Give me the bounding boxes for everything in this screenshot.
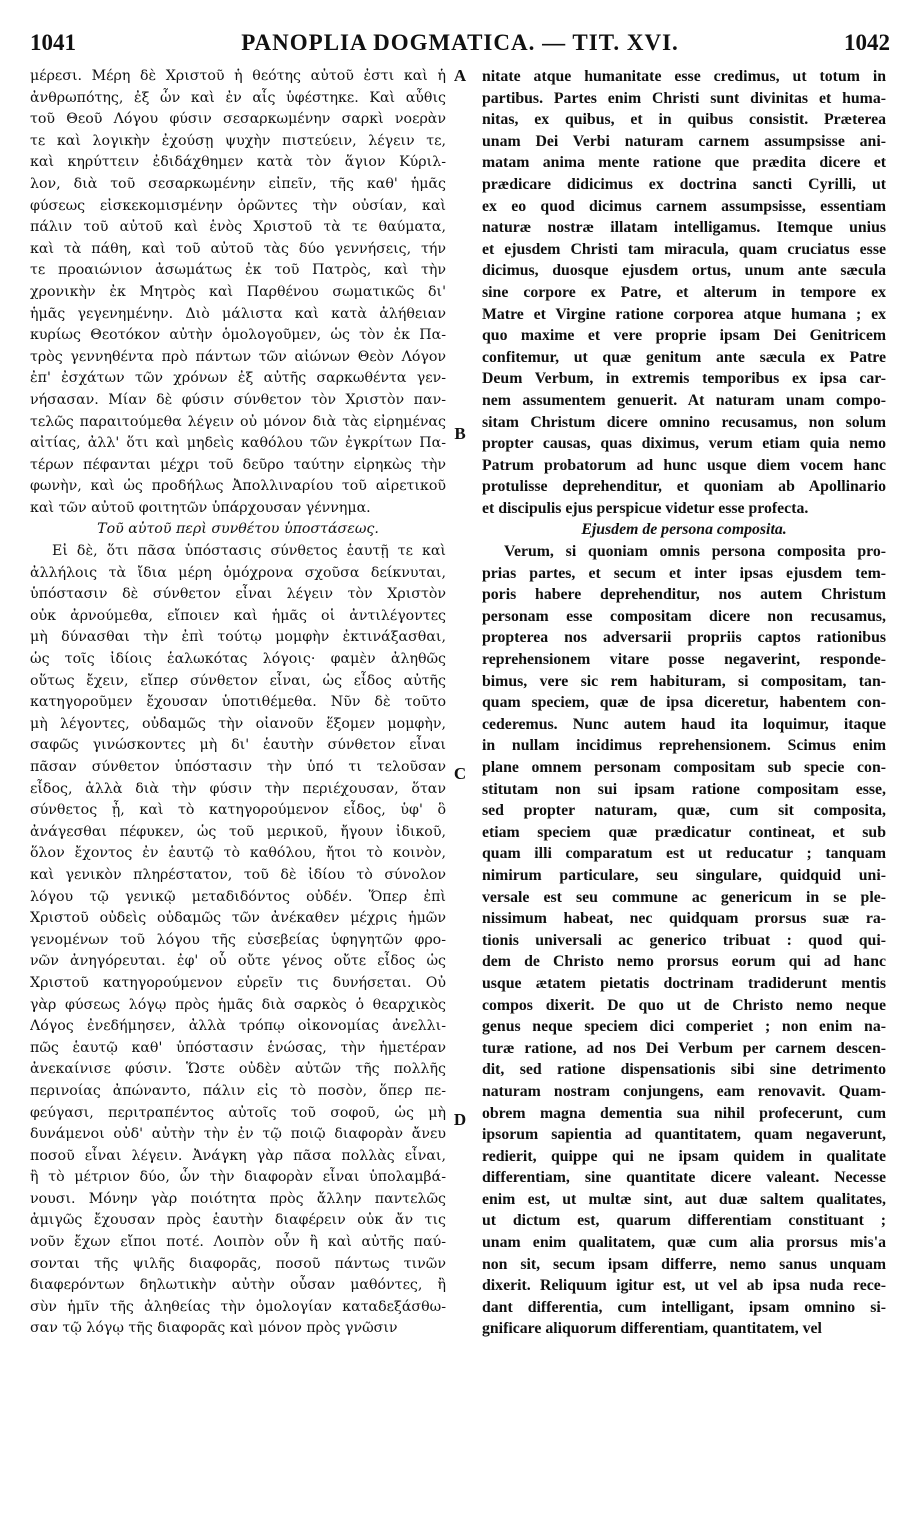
- greek-section-heading: Τοῦ αὐτοῦ περὶ συνθέτου ὑποστάσεως.: [97, 521, 379, 538]
- greek-text-line: σύνθετος ᾖ, καὶ τὸ κατηγορούμενον εἶδος, ὑφ' ὃ: [30, 802, 446, 819]
- greek-text-line: νοῦν ἔχων εἴποι ποτέ. Λοιπὸν οὖν ἢ καὶ αὐτῆς παύ-: [30, 1234, 446, 1251]
- greek-text-line: Εἰ δὲ, ὅτι πᾶσα ὑπόστασις σύνθετος ἑαυτῇ τε καὶ: [52, 543, 446, 560]
- latin-text-line: obrem magna dementia sua nihil profecerunt, cum: [482, 1104, 886, 1122]
- greek-text-line: ὅλον ἔχοντος ἐν ἑαυτῷ τὸ καθόλου, ἤτοι τὸ κοινὸν,: [30, 845, 446, 862]
- latin-text-line: partibus. Partes enim Christi sunt divinitas et huma-: [482, 89, 886, 107]
- greek-text-line: Χριστοῦ κατηγορούμενον εὑρεῖν τις δυνήσεται. Οὐ: [30, 974, 446, 991]
- latin-text-line: naturæ nostræ illatam intelligamus. Itemque unius: [482, 219, 886, 237]
- greek-text-line: καὶ κηρύττειν ἐδιδάχθημεν κατὰ τὸν ἅγιον Κύριλ-: [30, 154, 446, 171]
- greek-text-line: φύσεως εἰσκεκομισμένην ὁρῶντες τὴν οὐσίαν, καὶ: [30, 197, 446, 214]
- greek-text-line: ἀμιγῶς ἔχουσαν πρὸς ἑαυτὴν διαφέρειν οὐκ ἄν τις: [30, 1212, 446, 1229]
- running-title: PANOPLIA DOGMATICA. — TIT. XVI.: [241, 30, 679, 55]
- greek-text-line: κατηγοροῦμεν ἔχουσαν ὑποτιθέμεθα. Νῦν δὲ τοῦτο: [30, 694, 446, 711]
- latin-text-line: nitas, ex quibus, et in quibus consistit. Præterea: [482, 111, 886, 129]
- greek-column: [30, 66, 446, 1340]
- latin-text-line: reprehensionem vitare posse negaverint, responde-: [482, 651, 886, 669]
- latin-text-line: nimirum particulare, seu singulare, quidquid uni-: [482, 866, 886, 884]
- greek-text-line: σονται τῆς ψιλῆς διαφορᾶς, ποσοῦ πάντως τινῶν: [30, 1255, 446, 1272]
- latin-text-line: matam anima mente ratione que prædita dicere et: [482, 154, 886, 172]
- greek-text-line: Χριστοῦ οὐδεὶς οὐδαμῶς τῶν ἀνέκαθεν μέχρις ἡμῶν: [30, 910, 446, 927]
- greek-text-line: σαφῶς γινώσκοντες μὴ δι' ἑαυτὴν σύνθετον εἶναι: [30, 737, 446, 754]
- greek-text-line: ἀνεκαίνισε φύσιν. Ὥστε οὐδὲν αὐτῶν τῆς πολλῆς: [30, 1061, 446, 1078]
- latin-text-line: prædicare didicimus ex doctrina sancti Cyrilli, ut: [482, 175, 886, 193]
- latin-text-line: ipsorum sapientia ad quantitatem, quam negaverunt,: [482, 1126, 886, 1144]
- greek-text-line: πάλιν τοῦ αὐτοῦ καὶ ἑνὸς Χριστοῦ τὰ τε θαύματα,: [30, 219, 446, 236]
- greek-text-line: χρονικὴν ἐκ Μητρὸς καὶ Παρθένου σωματικῶς δι': [30, 283, 446, 300]
- latin-text-line: quam illi comparatum est ut reducatur ; tanquam: [482, 845, 886, 863]
- latin-text-line: confitemur, ut quæ genitum ante sæcula ex Patre: [482, 348, 886, 366]
- greek-text-line: ἀλλήλοις τὰ ἴδια μέρη ὁμόχρονα σχοῦσα δείκνυται,: [30, 564, 446, 581]
- greek-text-line: τε προαιώνιον ἀσωμάτως ἐκ τοῦ Πατρὸς, καὶ τὴν: [30, 262, 446, 279]
- greek-text-line: ποσοῦ εἶναι λέγειν. Ἀνάγκη γὰρ πᾶσα πολλὰς εἶναι,: [30, 1147, 446, 1164]
- latin-text-line: sitam Christum dicere omnino recusamus, non solum: [482, 413, 886, 431]
- greek-text-line: λόγου τῷ γενικῷ μεταδιδόντος οὐδέν. Ὅπερ ἐπὶ: [30, 888, 446, 905]
- greek-text-line: οὐκ ἀρνούμεθα, εἴποιεν καὶ ἡμᾶς οἱ ἀντιλέγοντες: [30, 607, 446, 624]
- greek-text-line: νήσασαν. Μίαν δὲ φύσιν σύνθετον τὸν Χριστὸν παν-: [30, 391, 446, 408]
- greek-text-line: φεύγασι, περιτραπέντος αὐτοῖς τοῦ σοφοῦ, ὡς μὴ: [30, 1104, 446, 1121]
- latin-text-line: ut dictum est, quarum differentiam constituant ;: [482, 1212, 886, 1230]
- latin-text-line: poris habere deprehenditur, nos autem Christum: [482, 586, 886, 604]
- greek-text-line: νουσι. Μόνην γὰρ ποιότητα πρὸς ἄλλην παντελῶς: [30, 1190, 446, 1207]
- latin-text-line: naturam nostram conjungens, eam renovavit. Quam-: [482, 1082, 886, 1100]
- latin-text-line: unam enim qualitatem, quæ cum alia prorsus mis'a: [482, 1234, 886, 1252]
- greek-text-line: λον, διὰ τοῦ σεσαρκωμένην εἰπεῖν, τῆς καθ' ἡμᾶς: [30, 175, 446, 192]
- greek-text-line: καὶ τῶν αὐτοῦ φοιτητῶν ὑπάρχουσαν γέννημα.: [30, 499, 371, 516]
- section-marker-d: D: [453, 1110, 467, 1129]
- greek-text-line: δυνάμενοι οὐδ' αὐτὴν τὴν ἐν τῷ ποιῷ διαφορὰν ἄνευ: [30, 1126, 446, 1143]
- greek-text-line: κυρίως Θεοτόκον αὐτὴν ὁμολογοῦμεν, ὡς τὸν ἐκ Πα-: [30, 327, 446, 344]
- greek-text-line: ἀνθρωπότης, ἐξ ὧν καὶ ἐν αἷς ὑφέστηκε. Καὶ αὖθις: [30, 89, 446, 106]
- latin-text-line: dit, sed ratione dispensationis sibi sine detrimento: [482, 1061, 886, 1079]
- latin-text-line: personam esse compositam dicere non recusamus,: [482, 607, 886, 625]
- greek-text-line: ἡμᾶς γεγενημένην. Διὸ μάλιστα καὶ κατὰ ἀλήθειαν: [30, 305, 446, 322]
- latin-text-line: genus neque speciem dici comperiet ; non enim na-: [482, 1018, 886, 1036]
- page-header: [30, 30, 890, 60]
- greek-text-line: νῶν ἀνηγόρευται. ἐφ' οὗ οὔτε γένος οὔτε εἶδος ὡς: [30, 953, 446, 970]
- greek-text-line: οὕτως ἔχειν, εἴπερ σύνθετον εἶναι, ὡς εἶδος αὐτῆς: [30, 672, 446, 689]
- latin-text-line: cederemus. Nunc autem haud ita loquimur, itaque: [482, 715, 886, 733]
- section-marker-a: A: [453, 66, 467, 85]
- greek-text-line: γενομένων τοῦ λόγου τῆς εὐσεβείας ὑφηγητῶν φρο-: [30, 931, 446, 948]
- greek-text-line: ἢ τὸ μέτριον δύο, ὧν τὴν διαφορὰν εἶναι ὑπολαμβά-: [30, 1169, 446, 1186]
- latin-text-line: protulisse deprehenditur, et quoniam ab Apollinario: [482, 478, 886, 496]
- latin-text-line: in nullam incidimus reprehensionem. Scimus enim: [482, 737, 886, 755]
- latin-text-line: differentiam, sine quantitate dicere valeant. Necesse: [482, 1169, 886, 1187]
- left-page-number: 1041: [30, 30, 76, 55]
- latin-text-line: et discipulis ejus perspicue videtur esse profecta.: [482, 499, 809, 517]
- greek-text-line: ὡς τοῖς ἰδίοις ἑαλωκότας λόγοις· φαμὲν ἀληθῶς: [30, 651, 446, 668]
- greek-text-line: μέρεσι. Μέρη δὲ Χριστοῦ ἡ θεότης αὐτοῦ ἐστι καὶ ἡ: [30, 68, 446, 84]
- greek-text-line: περινοίας ἀπώναντο, πάλιν εἰς τὸ ποσὸν, ὅπερ πε-: [30, 1082, 446, 1099]
- greek-text-line: διαφερόντων δηλωτικὴν αὐτὴν οὖσαν μαθόντες, ἢ: [30, 1277, 446, 1294]
- latin-text-line: nissimum habeat, nec quidquam prorsus suæ ra-: [482, 910, 886, 928]
- latin-text-line: dem de Christo nemo prorsus eorum qui ad hanc: [482, 953, 886, 971]
- latin-text-line: turæ ratione, ad nos Dei Verbum per carnem descen-: [482, 1039, 886, 1057]
- latin-text-line: prias partes, et secum et inter ipsas ejusdem tem-: [482, 564, 886, 582]
- greek-text-line: πῶς ἑαυτῷ καθ' ὑπόστασιν ἑνώσας, τὴν ἡμετέραν: [30, 1039, 446, 1056]
- greek-text-line: φωνὴν, καὶ ὡς προδήλως Ἀπολλιναρίου τοῦ αἱρετικοῦ: [30, 478, 446, 495]
- greek-text-line: τρὸς γεννηθέντα πρὸ πάντων τῶν αἰώνων Θεὸν Λόγον: [30, 348, 446, 365]
- latin-text-line: dixerit. Reliquum igitur est, ut vel ab ipsa nuda rece-: [482, 1277, 886, 1295]
- latin-text-line: quo maxime et vere proprie ipsam Dei Genitricem: [482, 327, 886, 345]
- greek-text-line: ὑπόστασιν δὲ σύνθετον εἶναι λέγειν τὸν Χριστὸν: [30, 586, 446, 603]
- greek-text-line: πᾶσαν σύνθετον ὑπόστασιν τὴν ὑπό τι τελοῦσαν: [30, 759, 446, 775]
- latin-text-line: propterea nos adversarii propriis captos rationibus: [482, 629, 886, 647]
- latin-text-line: nem assumentem genuerit. At naturam unam compo-: [482, 391, 886, 409]
- latin-text-line: Patrum probatorum ad hunc usque diem vocem hanc: [482, 456, 886, 474]
- latin-text-line: sed propter naturam, quæ, cum sit composita,: [482, 802, 886, 820]
- section-marker-b: B: [454, 424, 466, 443]
- latin-text-line: etiam speciem quæ prædicatur contineat, et sub: [482, 823, 886, 841]
- greek-text-line: σαν τῷ λόγῳ τῆς διαφορᾶς καὶ μόνον πρὸς γνῶσιν: [30, 1320, 398, 1337]
- latin-text-line: unam Dei Verbi naturam carnem assumpsisse ani-: [482, 132, 886, 150]
- right-page-number: 1042: [844, 30, 890, 55]
- latin-text-line: usque ætatem pietatis doctrinam tradiderunt mentis: [482, 974, 886, 992]
- latin-text-line: enim est, ut multæ sint, aut duæ saltem qualitates,: [482, 1190, 886, 1208]
- latin-text-line: bimus, vere sic rem habituram, si compositam, tan-: [482, 672, 886, 690]
- latin-column: [482, 66, 886, 1340]
- latin-text-line: et ejusdem Christi tam miracula, quam cruciatus esse: [482, 240, 886, 258]
- latin-text-line: Matre et Virgine ratione corporea atque humana ; ex: [482, 305, 886, 323]
- greek-text-line: τελῶς παραιτούμεθα λέγειν οὐ μόνον διὰ τὰς εἰρημένας: [30, 413, 446, 430]
- latin-text-line: Deum Verbum, in extremis temporibus ex ipsa car-: [482, 370, 886, 388]
- latin-text-line: dant differentia, cum intelligant, ipsam omnino si-: [482, 1298, 886, 1316]
- greek-text-line: καὶ τὰ πάθη, καὶ τοῦ αὐτοῦ τὰς δύο γεννήσεις, τήν: [30, 240, 446, 257]
- greek-text-line: σὺν ἡμῖν τῆς ἀληθείας τὴν ὁμολογίαν καταδεξάσθω-: [30, 1298, 446, 1315]
- latin-text-line: stitutam non sui ipsam ratione compositam esse,: [482, 780, 886, 798]
- latin-text-line: compos dixerit. De quo ut de Christo nemo neque: [482, 996, 886, 1014]
- latin-text-line: quam speciem, quæ de ipsa diceretur, habentem con-: [482, 694, 886, 712]
- latin-section-heading: Ejusdem de persona composita.: [581, 521, 787, 539]
- latin-text-line: Verum, si quoniam omnis persona composita pro-: [504, 543, 886, 561]
- latin-text-line: non sit, secum ipsam differre, nemo sanus unquam: [482, 1255, 886, 1273]
- greek-text-line: τοῦ Θεοῦ Λόγου φύσιν σεσαρκωμένην σαρκὶ νοερὰν: [30, 111, 446, 128]
- latin-text-line: gnificare aliquorum differentiam, quantitatem, vel: [482, 1320, 822, 1338]
- latin-text-line: plane omnem personam compositam sub specie con-: [482, 759, 886, 776]
- latin-text-line: dicimus, duosque ejusdem ortus, unum ante sæcula: [482, 262, 886, 280]
- latin-text-line: tionis universali ac generico tribuat : quod qui-: [482, 931, 886, 949]
- greek-text-line: εἶδος, ἀλλὰ διὰ τὴν φύσιν τὴν περιέχουσαν, ὅταν: [30, 780, 446, 797]
- latin-text-line: nitate atque humanitate esse credimus, ut totum in: [482, 68, 886, 85]
- greek-text-line: αἰτίας, ἀλλ' ὅτι καὶ μηδεὶς καθόλου τῶν ἐγκρίτων Πα-: [30, 435, 446, 452]
- greek-text-line: ἐπ' ἐσχάτων τῶν χρόνων ἐξ αὐτῆς σαρκωθέντα γεν-: [30, 370, 446, 387]
- greek-text-line: ἀνάγεσθαι πέφυκεν, ὡς τοῦ μερικοῦ, ἤγουν ἰδικοῦ,: [30, 823, 446, 840]
- section-marker-c: C: [453, 764, 467, 783]
- greek-text-line: μὴ λέγοντες, οὐδαμῶς τὴν οἰανοῦν ἕξομεν μομφὴν,: [30, 715, 446, 732]
- greek-text-line: μὴ δύνασθαι τὴν ἐπὶ τούτῳ μομφὴν ἐκτινάξασθαι,: [30, 629, 446, 646]
- greek-text-line: Λόγος ἐνεδήμησεν, ἀλλὰ τρόπῳ οἰκονομίας ἀνελλι-: [30, 1018, 446, 1035]
- greek-text-line: γὰρ φύσεως λόγῳ πρὸς ἡμᾶς διὰ σαρκὸς ὁ θεαρχικὸς: [30, 996, 446, 1013]
- latin-text-line: redierit, quippe qui ne ipsam quidem in qualitate: [482, 1147, 886, 1165]
- latin-text-line: ex eo quod dicimus carnem assumpsisse, essentiam: [482, 197, 886, 215]
- latin-text-line: propter causas, quas diximus, verum etiam quia nemo: [482, 435, 886, 453]
- greek-text-line: τε καὶ λογικὴν ἐχούσῃ ψυχὴν πιστεύειν, λέγειν τε,: [30, 132, 446, 149]
- latin-text-line: versale est seu commune ac genericum in se ple-: [482, 888, 886, 906]
- greek-text-line: καὶ γενικὸν πληρέστατον, τοῦ δὲ ἰδίου τὸ σύνολον: [30, 866, 446, 883]
- greek-text-line: τέρων πέφανται μέχρι τοῦ δεῦρο ταύτην εἰρηκὼς τὴν: [30, 456, 446, 473]
- latin-text-line: sine corpore ex Patre, et alterum in tempore ex: [482, 283, 886, 301]
